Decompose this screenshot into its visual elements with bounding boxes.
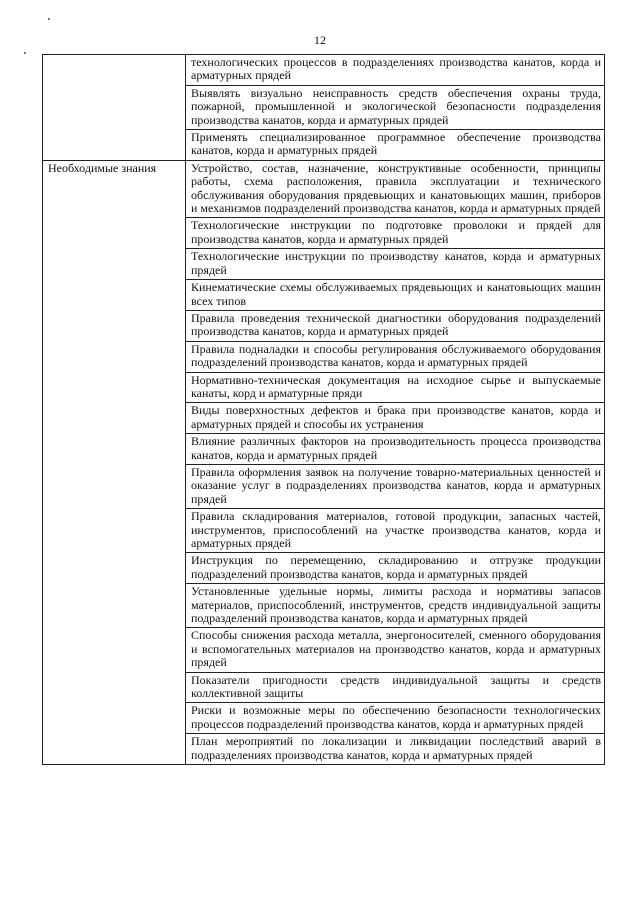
requirement-item: технологических процессов в подразделениях производства канатов, корда и арматурных прядей [186, 55, 605, 86]
section-label-continued [43, 55, 186, 161]
scan-speck [48, 18, 50, 20]
requirement-item: Нормативно-техническая документация на исходное сырье и выпускаемые канаты, корд и арматурные пряди [186, 372, 605, 403]
competency-table [42, 54, 605, 765]
requirement-item: Установленные удельные нормы, лимиты расхода и нормативы запасов материалов, приспособлений, инструментов, средств индивидуальной защиты подразделений производства канатов, корда и арматурных прядей [186, 584, 605, 628]
requirement-item: Кинематические схемы обслуживаемых прядевьющих и канатовьющих машин всех типов [186, 280, 605, 311]
section-label: Необходимые знания [43, 160, 186, 764]
page-number: 12 [314, 33, 326, 47]
requirement-item: Инструкция по перемещению, складированию и отгрузке продукции подразделений производства канатов, корда и арматурных прядей [186, 553, 605, 584]
requirement-item: Технологические инструкции по производству канатов, корда и арматурных прядей [186, 249, 605, 280]
requirement-item: Технологические инструкции по подготовке проволоки и прядей для производства канатов, корда и арматурных прядей [186, 218, 605, 249]
requirement-item: Влияние различных факторов на производительность процесса производства канатов, корда и арматурных прядей [186, 434, 605, 465]
table-row [43, 55, 605, 86]
requirement-item: Виды поверхностных дефектов и брака при производстве канатов, корда и арматурных прядей и способы их устранения [186, 403, 605, 434]
requirement-item: План мероприятий по локализации и ликвидации последствий аварий в подразделениях производства канатов, корда и арматурных прядей [186, 734, 605, 765]
requirement-item: Устройство, состав, назначение, конструктивные особенности, принципы работы, схема расположения, правила эксплуатации и технического обслуживания оборудования прядевьющих и канатовьющих машин, приборов и механизмов подразделений производства канатов, корда и арматурных прядей [186, 160, 605, 218]
requirement-item: Правила складирования материалов, готовой продукции, запасных частей, инструментов, приспособлений на участке производства канатов, корда и арматурных прядей [186, 509, 605, 553]
requirement-item: Правила оформления заявок на получение товарно-материальных ценностей и оказание услуг в подразделениях производства канатов, корда и арматурных прядей [186, 464, 605, 508]
requirement-item: Показатели пригодности средств индивидуальной защиты и средств коллективной защиты [186, 672, 605, 703]
requirement-item: Способы снижения расхода металла, энергоносителей, сменного оборудования и вспомогательных материалов на производство канатов, корда и арматурных прядей [186, 628, 605, 672]
requirement-item: Выявлять визуально неисправность средств обеспечения охраны труда, пожарной, промышленной и экологической безопасности подразделения производства канатов, корда и арматурных прядей [186, 85, 605, 129]
scan-speck [24, 52, 26, 54]
table-row [43, 160, 605, 218]
requirement-item: Риски и возможные меры по обеспечению безопасности технологических процессов подразделений производства канатов, корда и арматурных прядей [186, 703, 605, 734]
requirement-item: Правила подналадки и способы регулирования обслуживаемого оборудования подразделений производства канатов, корда и арматурных прядей [186, 341, 605, 372]
requirement-item: Правила проведения технической диагностики оборудования подразделений производства канатов, корда и арматурных прядей [186, 310, 605, 341]
requirement-item: Применять специализированное программное обеспечение производства канатов, корда и арматурных прядей [186, 130, 605, 161]
